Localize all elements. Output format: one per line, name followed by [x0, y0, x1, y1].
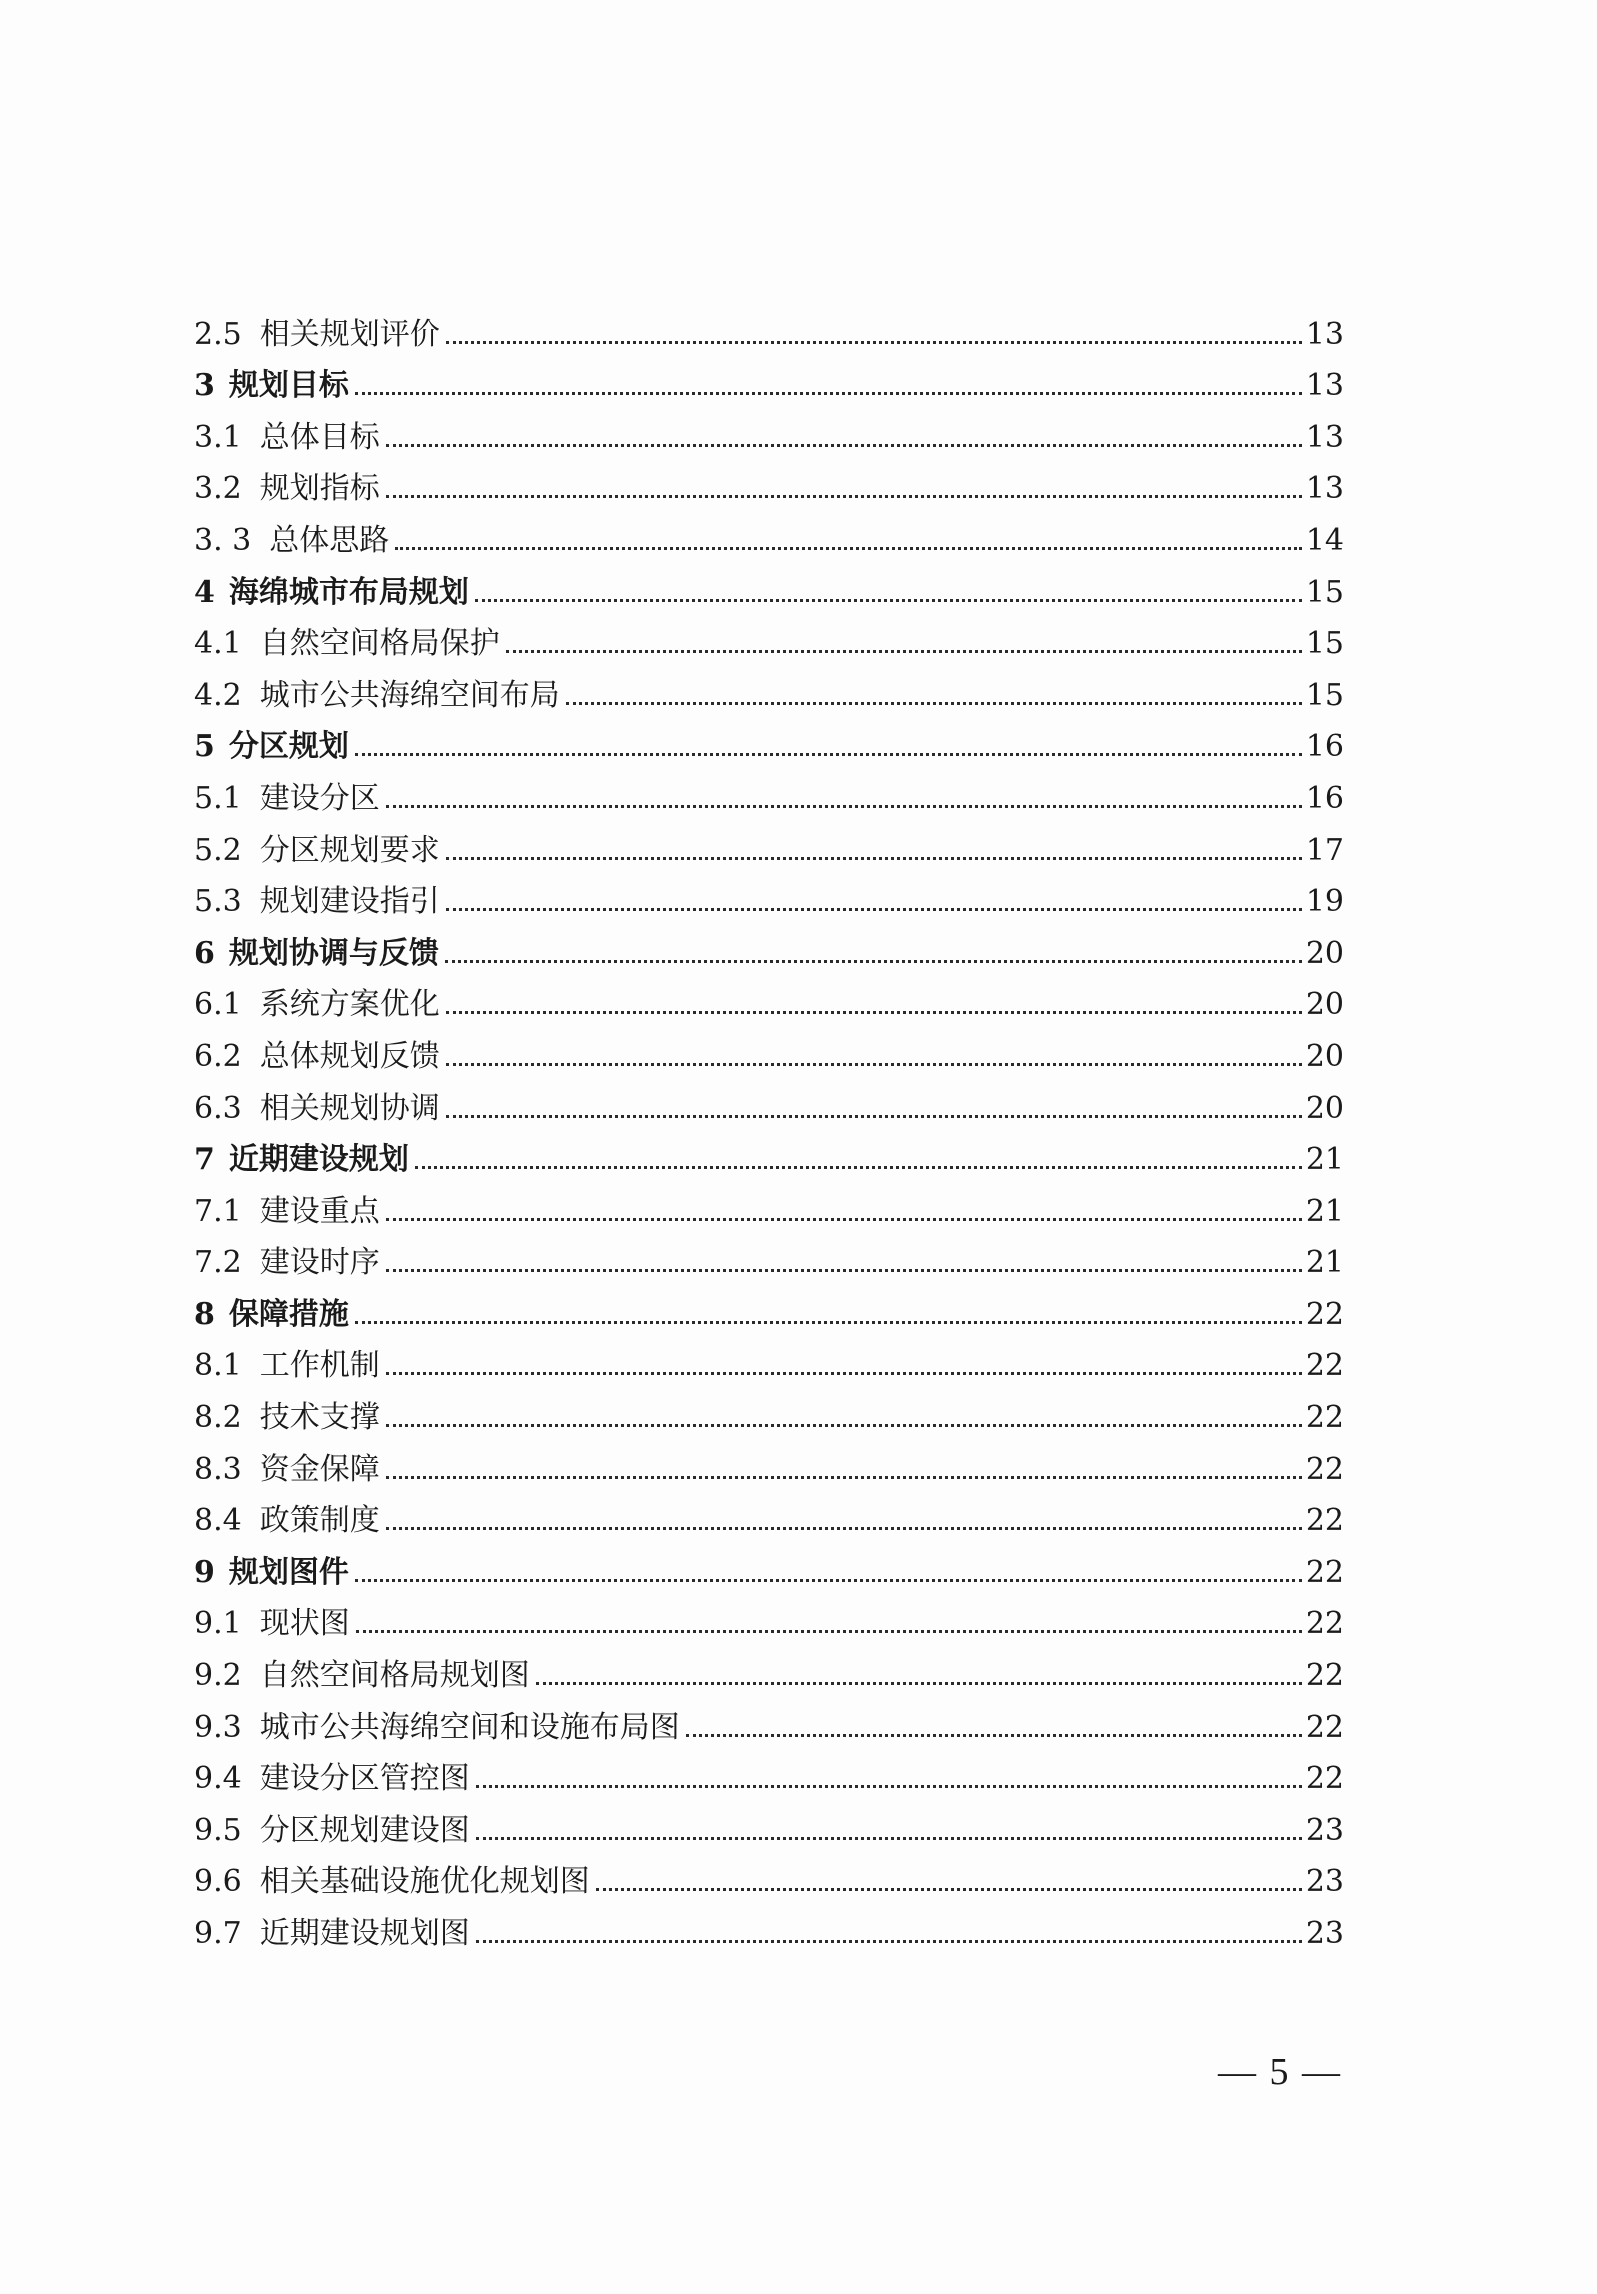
- dot-leader: [355, 753, 1302, 756]
- toc-entry-title: 保障措施: [228, 1296, 349, 1332]
- page-number: — 5 —: [1218, 2051, 1342, 2093]
- toc-entry-page: 13: [1305, 471, 1344, 507]
- toc-entry-number: 3. 3: [194, 522, 252, 558]
- toc-entry-page: 15: [1305, 626, 1344, 662]
- toc-entry-page: 16: [1305, 729, 1344, 765]
- dot-leader: [386, 1527, 1302, 1530]
- dot-leader: [386, 1424, 1302, 1427]
- toc-entry-number: 7.2: [194, 1245, 242, 1281]
- toc-entry-number: 7: [194, 1142, 215, 1178]
- toc-entry: [194, 659, 1344, 711]
- toc-entry-page: 15: [1305, 677, 1344, 713]
- toc-entry: [194, 350, 1344, 402]
- toc-entry-page: 23: [1305, 1916, 1344, 1951]
- toc-entry: [194, 504, 1344, 556]
- dot-leader: [386, 495, 1302, 498]
- toc-entry-number: 5.2: [194, 832, 242, 868]
- toc-entry-page: 22: [1305, 1348, 1344, 1384]
- toc-entry-page: 19: [1305, 884, 1344, 920]
- dot-leader: [355, 1321, 1302, 1324]
- toc-entry-page: 13: [1305, 368, 1344, 404]
- toc-entry-title: 技术支撑: [259, 1400, 380, 1436]
- dot-leader: [395, 547, 1302, 550]
- toc-entry-number: 9.3: [194, 1709, 242, 1745]
- toc-entry: [194, 866, 1344, 918]
- toc-entry: [194, 1743, 1344, 1795]
- toc-entry-title: 现状图: [259, 1606, 350, 1642]
- toc-entry-page: 17: [1305, 832, 1344, 868]
- toc-entry-page: 22: [1305, 1658, 1344, 1694]
- toc-entry: [194, 711, 1344, 763]
- toc-entry-number: 7.1: [194, 1193, 242, 1229]
- toc-entry: [194, 1278, 1344, 1330]
- toc-entry-title: 海绵城市布局规划: [228, 574, 469, 610]
- toc-entry-number: 8.3: [194, 1451, 242, 1487]
- toc-entry-title: 资金保障: [259, 1451, 380, 1487]
- dot-leader: [476, 1940, 1302, 1943]
- toc-entry-number: 9.4: [194, 1761, 242, 1797]
- toc-entry-number: 9.7: [194, 1916, 242, 1951]
- toc-entry-title: 政策制度: [259, 1503, 380, 1539]
- dot-leader: [446, 908, 1302, 911]
- dot-leader: [566, 702, 1302, 705]
- dot-leader: [355, 392, 1302, 395]
- toc-entry: [194, 1175, 1344, 1227]
- toc-entry-page: 20: [1305, 987, 1344, 1023]
- dot-leader: [446, 1011, 1302, 1014]
- toc-entry-title: 建设分区: [259, 780, 380, 816]
- toc-entry: [194, 1639, 1344, 1694]
- toc-entry: [194, 453, 1344, 505]
- toc-entry-page: 22: [1305, 1606, 1344, 1642]
- toc-entry-title: 城市公共海绵空间和设施布局图: [259, 1709, 680, 1745]
- toc-entry-number: 8.1: [194, 1348, 242, 1384]
- toc-entry: [194, 401, 1344, 453]
- toc-entry-number: 8.2: [194, 1400, 242, 1436]
- toc-entry: [194, 1846, 1344, 1898]
- dot-leader: [476, 1785, 1302, 1788]
- toc-entry-title: 工作机制: [259, 1348, 380, 1384]
- toc-entry-title: 规划目标: [228, 368, 349, 404]
- toc-entry-number: 9: [194, 1554, 215, 1590]
- toc-entry-number: 5: [194, 729, 215, 765]
- dot-leader: [445, 960, 1302, 963]
- toc-entry: [194, 814, 1344, 866]
- toc-entry: [194, 1588, 1344, 1640]
- toc-entry-page: 15: [1305, 574, 1344, 610]
- toc-entry: [194, 608, 1344, 660]
- toc-entry-page: 16: [1305, 780, 1344, 816]
- toc-entry-page: 21: [1305, 1245, 1344, 1281]
- toc-entry-number: 3.2: [194, 471, 242, 507]
- toc-entry-page: 22: [1305, 1503, 1344, 1539]
- toc-entry-title: 规划指标: [259, 471, 380, 507]
- dot-leader: [686, 1734, 1302, 1737]
- toc-entry-title: 自然空间格局保护: [259, 626, 500, 662]
- toc-entry-title: 近期建设规划图: [259, 1916, 470, 1951]
- toc-entry-number: 2.5: [194, 316, 242, 352]
- dot-leader: [386, 805, 1302, 808]
- toc-entry-page: 22: [1305, 1451, 1344, 1487]
- toc-entry-title: 规划图件: [228, 1554, 349, 1590]
- dot-leader: [386, 1372, 1302, 1375]
- dot-leader: [446, 857, 1302, 860]
- toc-entry-number: 4.2: [194, 677, 242, 713]
- dot-leader: [386, 1269, 1302, 1272]
- dot-leader: [536, 1682, 1302, 1685]
- toc-entry: [194, 1485, 1344, 1537]
- toc-entry-title: 规划建设指引: [259, 884, 440, 920]
- toc-entry-page: 23: [1305, 1812, 1344, 1848]
- toc-entry-number: 9.2: [194, 1658, 242, 1694]
- toc-entry-number: 8: [194, 1296, 215, 1332]
- toc-entry-number: 3.1: [194, 419, 242, 455]
- toc-entry-title: 分区规划: [228, 729, 349, 765]
- toc-entry: [194, 1897, 1344, 1949]
- toc-entry-number: 5.1: [194, 780, 242, 816]
- dot-leader: [356, 1630, 1302, 1633]
- dot-leader: [446, 1115, 1302, 1118]
- toc-entry-page: 14: [1305, 522, 1344, 558]
- toc-entry-page: 22: [1305, 1400, 1344, 1436]
- dot-leader: [355, 1579, 1302, 1582]
- toc-entry-page: 22: [1305, 1554, 1344, 1590]
- toc-entry-title: 自然空间格局规划图: [259, 1658, 530, 1694]
- toc-entry-title: 总体目标: [259, 419, 380, 455]
- toc-entry-page: 22: [1305, 1761, 1344, 1797]
- toc-entry-number: 6.3: [194, 1090, 242, 1126]
- toc-entry-number: 8.4: [194, 1503, 242, 1539]
- toc-entry: [194, 1794, 1344, 1846]
- toc-entry: [194, 1433, 1344, 1485]
- toc-entry-title: 分区规划要求: [259, 832, 440, 868]
- dot-leader: [446, 341, 1302, 344]
- toc-entry-number: 9.6: [194, 1864, 242, 1900]
- toc-entry: [194, 1536, 1344, 1588]
- toc-entry-title: 系统方案优化: [259, 987, 440, 1023]
- toc-entry-number: 3: [194, 368, 215, 404]
- toc-entry: [194, 969, 1344, 1021]
- toc-entry-title: 建设分区管控图: [259, 1761, 470, 1797]
- toc-entry-title: 总体思路: [269, 522, 390, 558]
- dot-leader: [476, 1837, 1302, 1840]
- dot-leader: [386, 1218, 1302, 1221]
- toc-entry-number: 6.1: [194, 987, 242, 1023]
- toc-entry: [194, 1072, 1344, 1124]
- dot-leader: [415, 1166, 1302, 1169]
- toc-entry: [194, 1227, 1344, 1279]
- toc-entry-title: 分区规划建设图: [259, 1812, 470, 1848]
- toc-entry-title: 近期建设规划: [228, 1142, 409, 1178]
- table-of-contents: [194, 298, 1344, 1949]
- toc-entry: [194, 556, 1344, 608]
- toc-entry-title: 相关规划评价: [259, 316, 440, 352]
- toc-entry-page: 20: [1305, 935, 1344, 971]
- toc-entry: [194, 1020, 1344, 1072]
- dot-leader: [446, 1063, 1302, 1066]
- dot-leader: [386, 1476, 1302, 1479]
- toc-entry-page: 13: [1305, 316, 1344, 352]
- dot-leader: [475, 599, 1302, 602]
- toc-entry-page: 13: [1305, 419, 1344, 455]
- toc-entry-page: 20: [1305, 1090, 1344, 1126]
- toc-entry: [194, 1381, 1344, 1436]
- toc-entry-number: 6: [194, 935, 215, 971]
- toc-entry-page: 21: [1305, 1142, 1344, 1178]
- toc-entry-number: 6.2: [194, 1038, 242, 1074]
- toc-entry: [194, 762, 1344, 814]
- toc-entry-number: 9.5: [194, 1812, 242, 1848]
- toc-entry: [194, 1124, 1344, 1176]
- toc-entry-number: 9.1: [194, 1606, 242, 1642]
- toc-entry-page: 23: [1305, 1864, 1344, 1900]
- toc-entry-number: 4.1: [194, 626, 242, 662]
- toc-entry-title: 相关基础设施优化规划图: [259, 1864, 590, 1900]
- toc-entry-title: 建设时序: [259, 1245, 380, 1281]
- dot-leader: [506, 650, 1302, 653]
- toc-entry-title: 相关规划协调: [259, 1090, 440, 1126]
- dot-leader: [386, 444, 1302, 447]
- toc-entry: [194, 1691, 1344, 1743]
- toc-entry-number: 5.3: [194, 884, 242, 920]
- toc-entry: [194, 917, 1344, 969]
- toc-entry-page: 20: [1305, 1038, 1344, 1074]
- toc-entry-title: 规划协调与反馈: [228, 935, 439, 971]
- toc-entry-title: 总体规划反馈: [259, 1038, 440, 1074]
- toc-entry: [194, 298, 1344, 350]
- toc-entry-page: 22: [1305, 1709, 1344, 1745]
- toc-entry: [194, 1330, 1344, 1382]
- dot-leader: [596, 1888, 1302, 1891]
- toc-entry-title: 建设重点: [259, 1193, 380, 1229]
- toc-entry-title: 城市公共海绵空间布局: [259, 677, 560, 713]
- toc-entry-number: 4: [194, 574, 215, 610]
- toc-entry-page: 21: [1305, 1193, 1344, 1229]
- toc-entry-page: 22: [1305, 1296, 1344, 1332]
